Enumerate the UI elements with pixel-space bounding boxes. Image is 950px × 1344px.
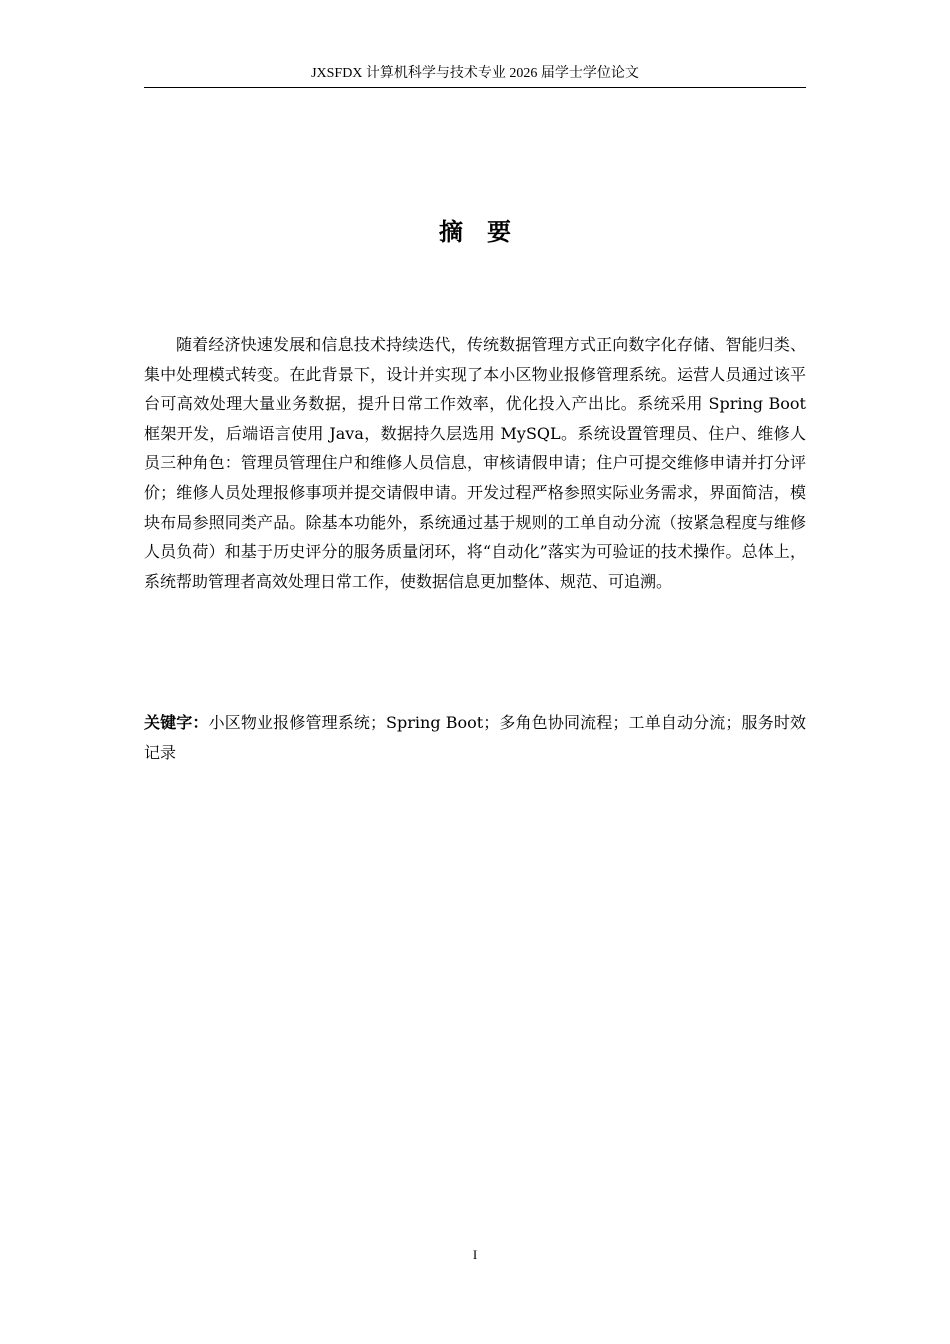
- keywords-label: 关键字：: [144, 713, 209, 732]
- header-divider: [144, 87, 806, 88]
- keywords-line: [144, 708, 806, 767]
- page-number: I: [472, 1247, 478, 1262]
- page-title: 摘 要: [439, 218, 511, 246]
- abstract-paragraph: 随着经济快速发展和信息技术持续迭代，传统数据管理方式正向数字化存储、智能归类、集中处理模式转变。在此背景下，设计并实现了本小区物业报修管理系统。运营人员通过该平台可高效处理大量业务数据，提升日常工作效率，优化投入产出比。系统采用 Spring Boot 框架开发，后端语言使用 Java，数据持久层选用 MySQL。系统设置管理员、住户、维修人员三种角色：管理员管理住户和维修人员信息，审核请假申请；住户可提交维修申请并打分评价；维修人员处理报修事项并提交请假申请。开发过程严格参照实际业务需求，界面简洁，模块布局参照同类产品。除基本功能外，系统通过基于规则的工单自动分流（按紧急程度与维修人员负荷）和基于历史评分的服务质量闭环，将“自动化”落实为可验证的技术操作。总体上，系统帮助管理者高效处理日常工作，使数据信息更加整体、规范、可追溯。: [144, 335, 806, 591]
- keywords-text: 小区物业报修管理系统；Spring Boot；多角色协同流程；工单自动分流；服务时效记录: [144, 713, 806, 762]
- running-header: JXSFDX 计算机科学与技术专业 2026 届学士学位论文: [311, 66, 639, 81]
